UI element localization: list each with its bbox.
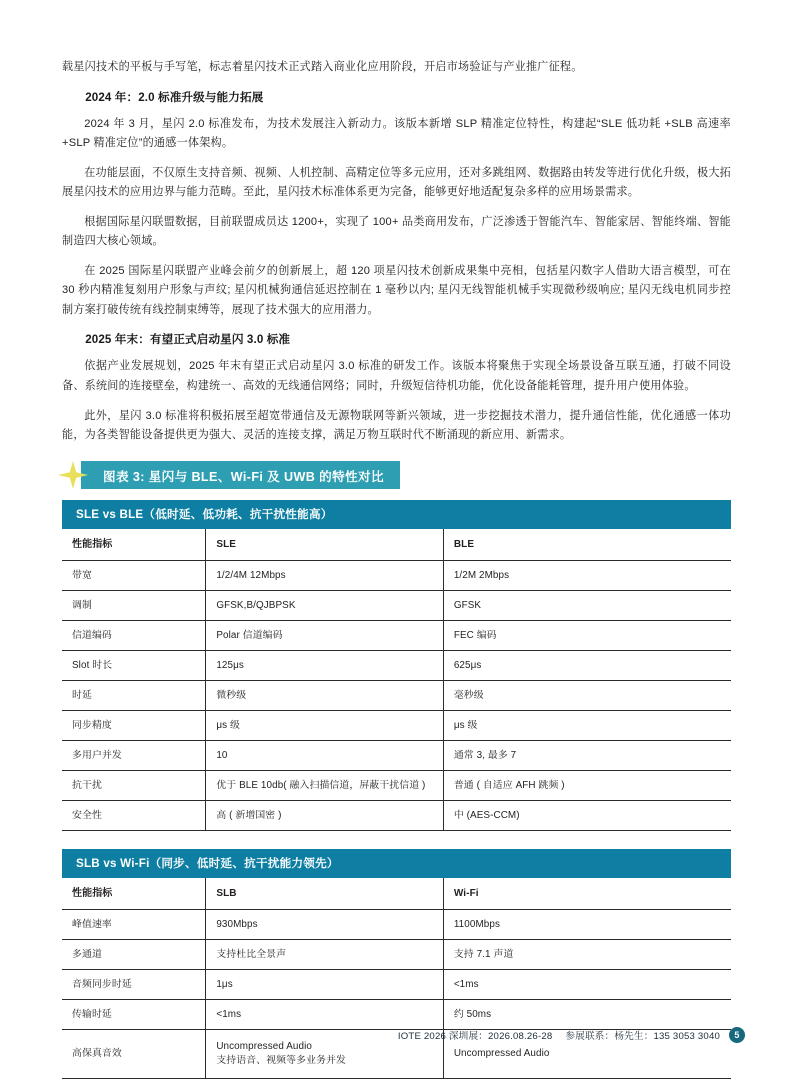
cell-sle: μs 级 <box>206 711 443 741</box>
col-header-ble: BLE <box>443 529 731 561</box>
cell-sle: 10 <box>206 741 443 771</box>
subheading-2024: 2024 年：2.0 标准升级与能力拓展 <box>85 90 264 104</box>
cell-metric: 信道编码 <box>62 621 206 651</box>
cell-ble: 毫秒级 <box>443 681 731 711</box>
table-header-row <box>62 878 731 910</box>
paragraph-30-plan: 依据产业发展规划，2025 年末有望正式启动星闪 3.0 标准的研发工作。该版本将聚焦于实现全场景设备互联互通，打破不同设备、系统间的连接壁垒，构建统一、高效的无线通信网络；同时，升级短信待机功能，优化设备能耗管理，提升用户使用体验。 <box>62 360 731 392</box>
cell-metric: 传输时延 <box>62 1000 206 1030</box>
cell-slb: Uncompressed Audio 支持语音、视频等多业务并发 <box>206 1030 443 1079</box>
page-footer <box>62 1027 745 1043</box>
table-block-slb-vs-wifi <box>62 849 731 1079</box>
paragraph-alliance-data: 根据国际星闪联盟数据，目前联盟成员达 1200+，实现了 100+ 品类商用发布，广泛渗透于智能汽车、智能家居、智能终端、智能制造四大核心领域。 <box>62 215 731 248</box>
table-body-slb-vs-wifi <box>62 910 731 1079</box>
table-row <box>62 591 731 621</box>
cell-sle: GFSK,B/QJBPSK <box>206 591 443 621</box>
cell-wifi: 支持 7.1 声道 <box>443 940 731 970</box>
figure-title-banner <box>81 461 400 489</box>
cell-wifi: 1100Mbps <box>443 910 731 940</box>
cell-metric: 峰值速率 <box>62 910 206 940</box>
table-row <box>62 1000 731 1030</box>
cell-slb: 930Mbps <box>206 910 443 940</box>
table-row <box>62 910 731 940</box>
cell-sle: Polar 信道编码 <box>206 621 443 651</box>
cell-slb: 支持杜比全景声 <box>206 940 443 970</box>
table-row <box>62 970 731 1000</box>
cell-metric: 多用户并发 <box>62 741 206 771</box>
cell-slb: 1μs <box>206 970 443 1000</box>
cell-metric: 音频同步时延 <box>62 970 206 1000</box>
table-header-row <box>62 529 731 561</box>
figure-title-block <box>62 461 731 489</box>
table-header-sle-vs-ble: SLE vs BLE（低时延、低功耗、抗干扰性能高） <box>62 500 731 529</box>
cell-sle: 1/2/4M 12Mbps <box>206 561 443 591</box>
cell-metric: Slot 时长 <box>62 651 206 681</box>
cell-metric: 安全性 <box>62 801 206 831</box>
cell-metric: 高保真音效 <box>62 1030 206 1079</box>
cell-sle: 125μs <box>206 651 443 681</box>
comparison-table-slb-vs-wifi <box>62 878 731 1079</box>
cell-metric: 同步精度 <box>62 711 206 741</box>
col-header-slb: SLB <box>206 878 443 910</box>
paragraph-2024-release: 2024 年 3 月，星闪 2.0 标准发布，为技术发展注入新动力。该版本新增 SLP 精准定位特性，构建起“SLE 低功耗 +SLB 高速率 +SLP 精准定位”的通感一体架构。 <box>62 117 731 150</box>
col-header-metric: 性能指标 <box>62 878 206 910</box>
table-row <box>62 561 731 591</box>
cell-ble: FEC 编码 <box>443 621 731 651</box>
cell-ble: 1/2M 2Mbps <box>443 561 731 591</box>
paragraph-2025-exhibition: 在 2025 国际星闪联盟产业峰会前夕的创新展上，超 120 项星闪技术创新成果集中亮相，包括星闪数字人借助大语言模型，可在 30 秒内精准复刻用户形象与声纹; 星闪机械狗通信延迟控制在 1 毫秒以内; 星闪无线智能机械手实现微秒级响应; 星闪无线电机同步控制方案打破传统有线控制束缚等，展现了技术强大的应用潜力。 <box>62 265 731 316</box>
cell-wifi: Uncompressed Audio <box>443 1030 731 1079</box>
cell-wifi: 约 50ms <box>443 1000 731 1030</box>
cell-ble: GFSK <box>443 591 731 621</box>
cell-metric: 多通道 <box>62 940 206 970</box>
col-header-wifi: Wi-Fi <box>443 878 731 910</box>
cell-metric: 带宽 <box>62 561 206 591</box>
col-header-sle: SLE <box>206 529 443 561</box>
table-row <box>62 681 731 711</box>
col-header-metric: 性能指标 <box>62 529 206 561</box>
paragraph-2024-features: 在功能层面，不仅原生支持音频、视频、人机控制、高精定位等多元应用，还对多跳组网、数据路由转发等进行优化升级，极大拓展星闪技术的应用边界与能力范畴。至此，星闪技术标准体系更为完备，能够更好地适配复杂多样的应用场景需求。 <box>62 166 731 199</box>
paragraph-30-expansion: 此外，星闪 3.0 标准将积极拓展至超宽带通信及无源物联网等新兴领域，进一步挖掘技术潜力，提升通信性能，优化通感一体功能，为各类智能设备提供更为强大、灵活的连接支撑，满足万物互联时代不断涌现的新应用、新需求。 <box>62 409 731 441</box>
footer-event: IOTE 2026 深圳展：2026.08.26-28 <box>397 1031 553 1042</box>
table-header-slb-vs-wifi: SLB vs Wi-Fi（同步、低时延、抗干扰能力领先） <box>62 849 731 878</box>
table-row <box>62 940 731 970</box>
table-row <box>62 711 731 741</box>
cell-metric: 调制 <box>62 591 206 621</box>
cell-sle: 微秒级 <box>206 681 443 711</box>
comparison-table-sle-vs-ble <box>62 529 731 831</box>
cell-ble: 625μs <box>443 651 731 681</box>
paragraph-intro: 载星闪技术的平板与手写笔，标志着星闪技术正式踏入商业化应用阶段，开启市场验证与产业推广征程。 <box>62 61 583 73</box>
cell-ble: 中 (AES-CCM) <box>443 801 731 831</box>
subheading-2025: 2025 年末：有望正式启动星闪 3.0 标准 <box>85 333 291 347</box>
cell-ble: μs 级 <box>443 711 731 741</box>
cell-sle: 高 ( 新增国密 ) <box>206 801 443 831</box>
table-row <box>62 651 731 681</box>
cell-ble: 通常 3, 最多 7 <box>443 741 731 771</box>
cell-metric: 抗干扰 <box>62 771 206 801</box>
table-row <box>62 741 731 771</box>
page-number-badge: 5 <box>729 1027 745 1043</box>
cell-wifi: <1ms <box>443 970 731 1000</box>
table-block-sle-vs-ble <box>62 500 731 831</box>
cell-slb: <1ms <box>206 1000 443 1030</box>
cell-ble: 普通 ( 自适应 AFH 跳频 ) <box>443 771 731 801</box>
table-row <box>62 801 731 831</box>
cell-metric: 时延 <box>62 681 206 711</box>
footer-contact: 参展联系：杨先生：135 3053 3040 <box>565 1031 720 1042</box>
four-point-star-icon <box>58 460 92 490</box>
cell-sle: 优于 BLE 10db( 融入扫描信道，屏蔽干扰信道 ) <box>206 771 443 801</box>
table-row <box>62 621 731 651</box>
table-row <box>62 771 731 801</box>
table-body-sle-vs-ble <box>62 561 731 831</box>
figure-title-text: 图表 3: 星闪与 BLE、Wi-Fi 及 UWB 的特性对比 <box>103 469 384 484</box>
